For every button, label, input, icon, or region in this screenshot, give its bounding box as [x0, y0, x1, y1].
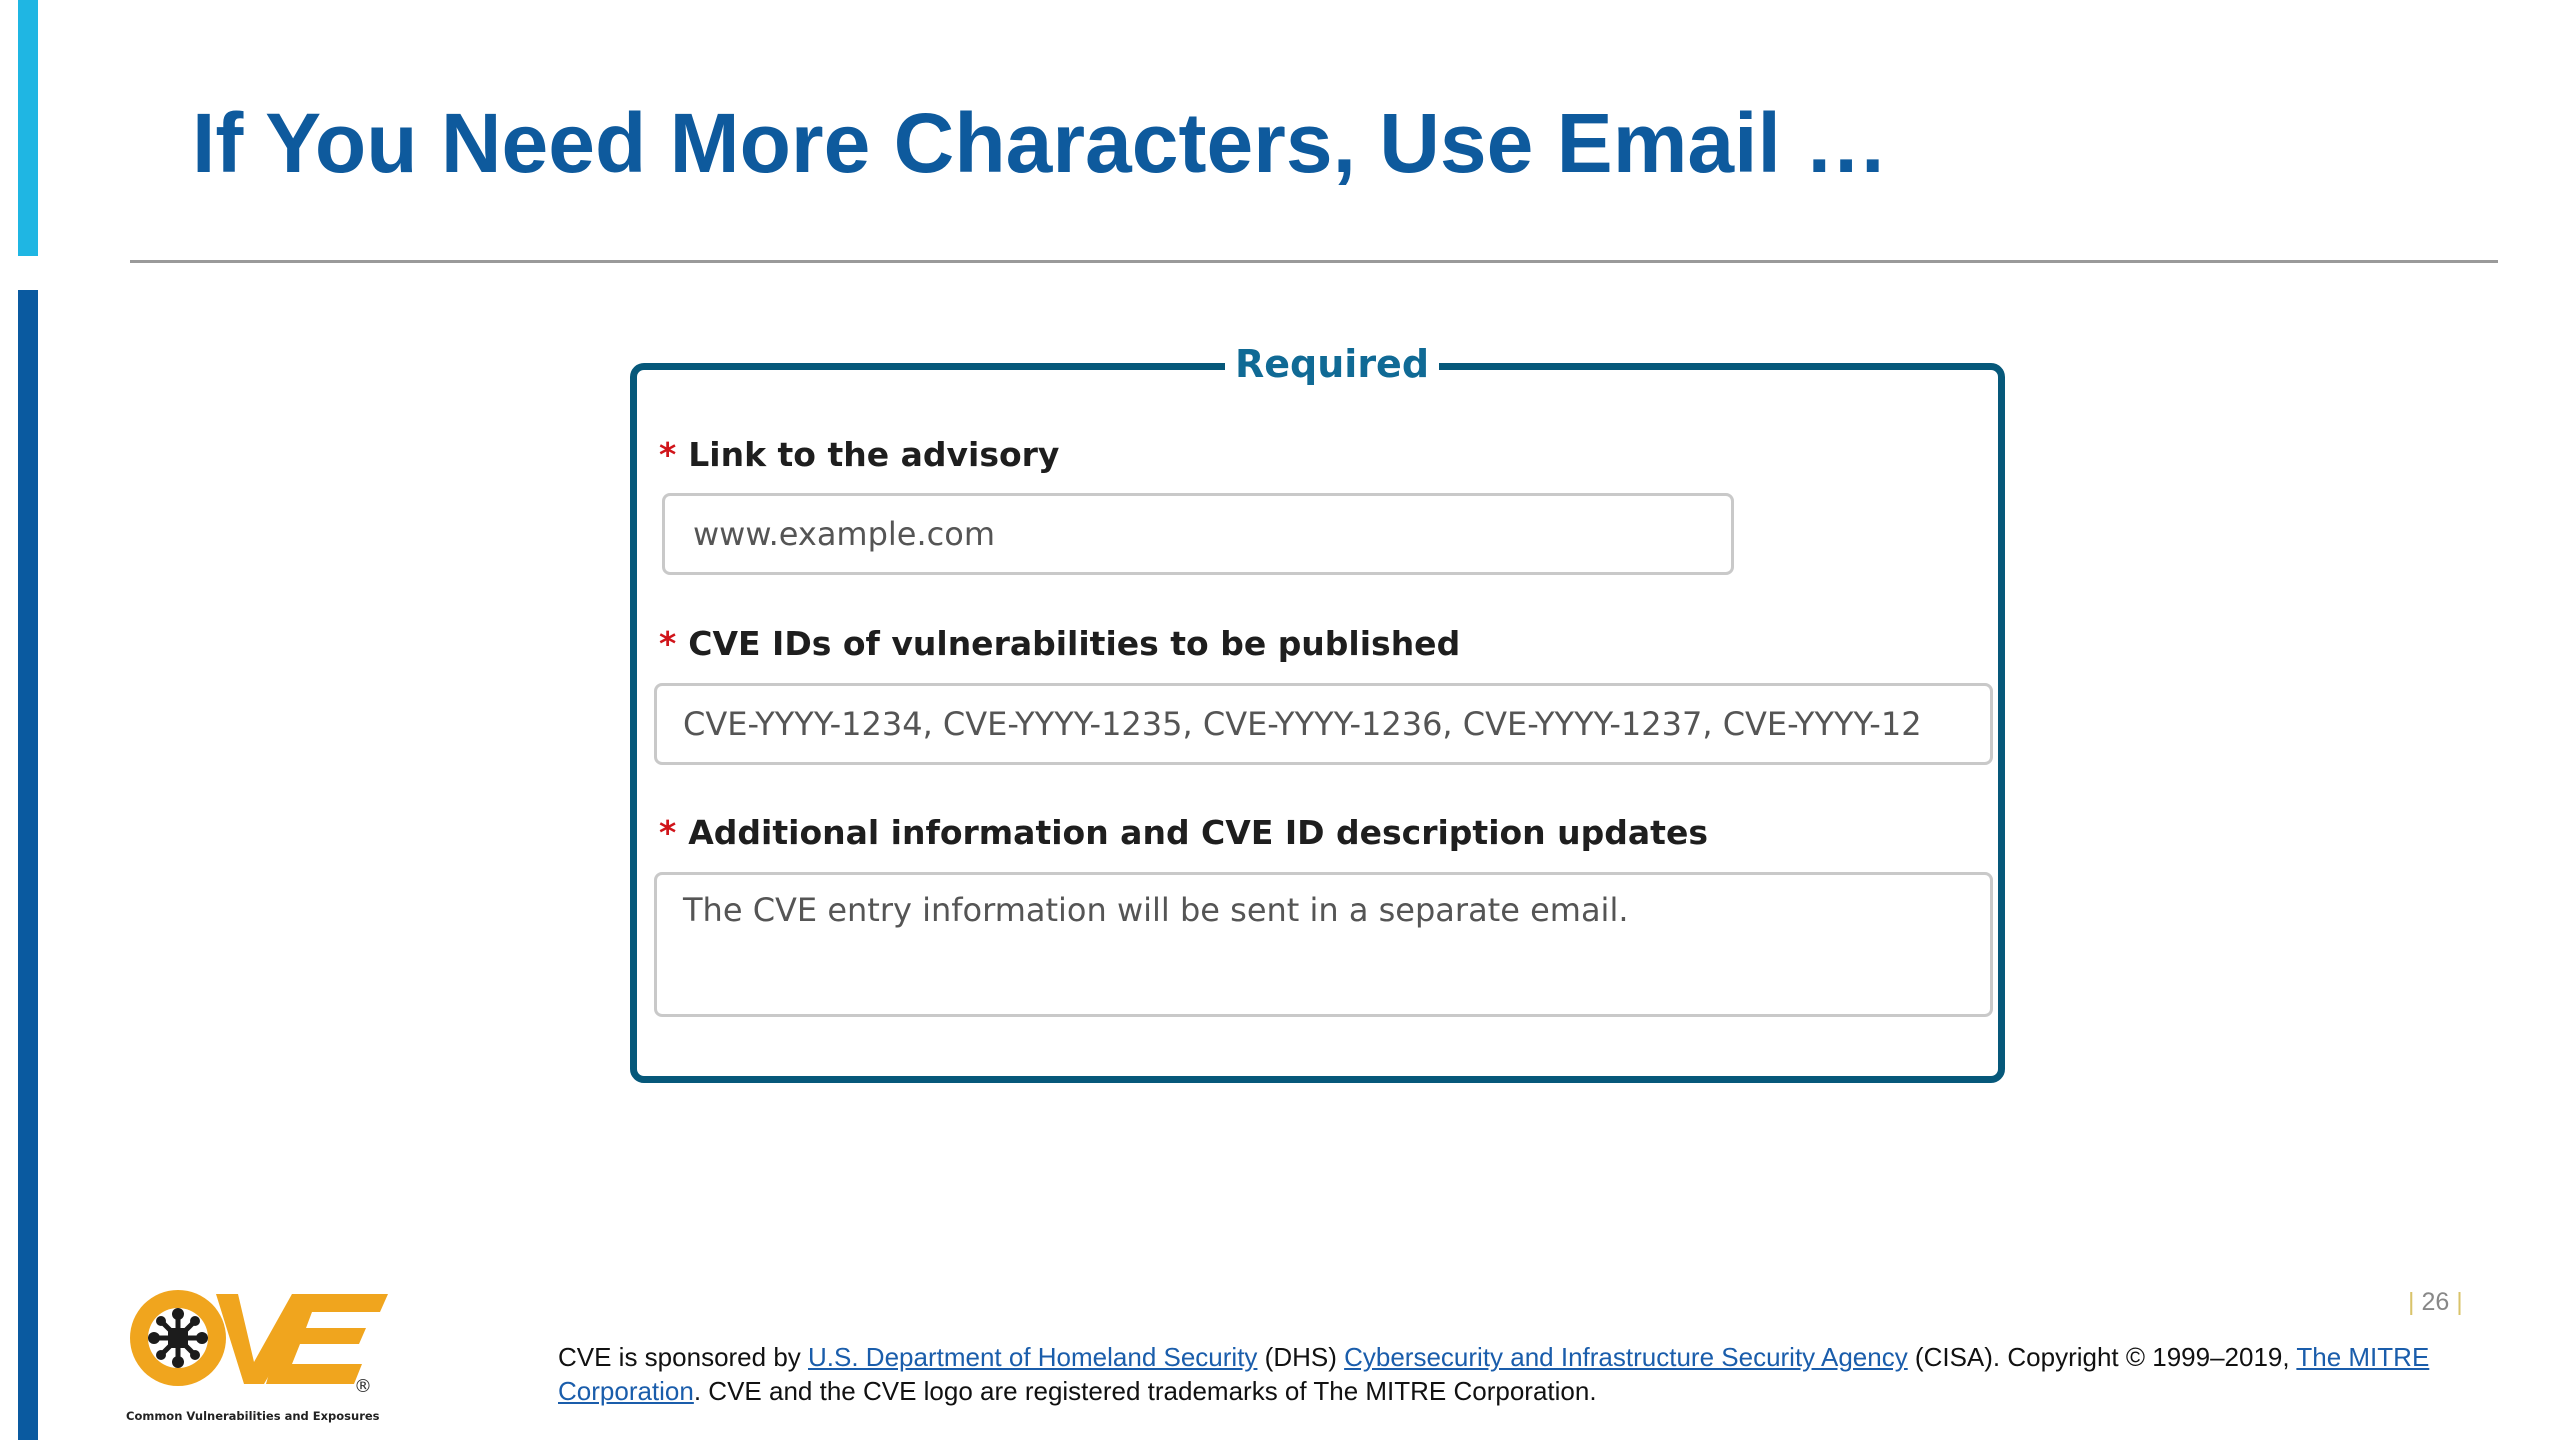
footer-text-3: (CISA). Copyright © 1999–2019,: [1907, 1342, 2297, 1372]
cve-ids-input[interactable]: CVE-YYYY-1234, CVE-YYYY-1235, CVE-YYYY-1236, CVE-YYYY-1237, CVE-YYYY-12: [654, 683, 1993, 765]
required-asterisk: *: [659, 624, 677, 663]
footer-text-4: . CVE and the CVE logo are registered trademarks of The MITRE Corporation.: [693, 1376, 1597, 1406]
cve-ids-label: [659, 621, 1460, 667]
logo-tagline: Common Vulnerabilities and Exposures: [126, 1409, 380, 1423]
required-fieldset: [630, 342, 2005, 1083]
required-asterisk: *: [659, 813, 677, 852]
required-asterisk: *: [659, 435, 677, 474]
title-divider: [130, 260, 2498, 263]
footer-text-1: CVE is sponsored by: [558, 1342, 809, 1372]
footer-text-2: (DHS): [1257, 1342, 1345, 1372]
mitre-link[interactable]: The MITRE Corporation: [558, 1342, 2430, 1406]
logo-registered-mark: ®: [354, 1376, 372, 1397]
cve-ids-label-text: CVE IDs of vulnerabilities to be published: [688, 624, 1461, 663]
dhs-link[interactable]: U.S. Department of Homeland Security: [808, 1342, 1258, 1372]
page-number-value: 26: [2421, 1288, 2450, 1316]
cve-logo: [116, 1270, 396, 1430]
advisory-link-label: [659, 432, 1059, 478]
page-number: | 26 |: [2408, 1288, 2463, 1316]
additional-info-label: [659, 810, 1708, 856]
advisory-link-input[interactable]: www.example.com: [662, 493, 1734, 575]
cisa-link[interactable]: Cybersecurity and Infrastructure Security Agency: [1344, 1342, 1908, 1372]
accent-bar-top: [18, 0, 38, 256]
additional-info-label-text: Additional information and CVE ID description updates: [688, 813, 1708, 852]
slide-title: If You Need More Characters, Use Email …: [192, 96, 1889, 190]
additional-info-textarea[interactable]: The CVE entry information will be sent in a separate email.: [654, 872, 1993, 1017]
fieldset-legend: Required: [1225, 334, 1439, 394]
accent-bar-bottom: [18, 290, 38, 1440]
footer-copyright: [558, 1340, 2458, 1408]
advisory-link-label-text: Link to the advisory: [688, 435, 1060, 474]
